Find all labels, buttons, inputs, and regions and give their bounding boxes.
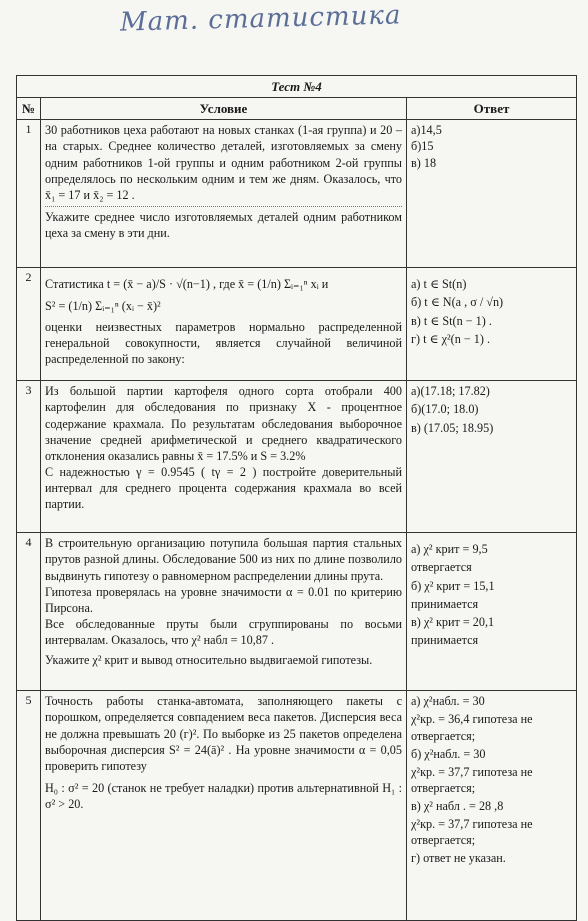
task-condition (41, 533, 407, 691)
header-condition: Условие (41, 98, 407, 120)
answer-option: а) t ∈ St(n) (411, 277, 467, 292)
answer-verdict: χ²кр. = 37,7 гипотеза не отвергается; (411, 816, 533, 848)
condition-question: С надежностью γ = 0.9545 ( tγ = 2 ) постройте доверительный интервал для среднего процента содержания крахмала во всей партии. (45, 464, 402, 511)
task-row-2 (17, 268, 577, 381)
header-answer: Ответ (407, 98, 577, 120)
formula-variance: S² = (1/n) Σᵢ₌₁ⁿ (xᵢ − x̄)² (45, 299, 161, 314)
condition-question: Укажите среднее число изготовляемых деталей одним работником цеха за смену в эти дни. (45, 206, 402, 241)
task-row-5 (17, 691, 577, 921)
answer-option: в) χ² крит = 20,1 (411, 614, 495, 629)
answer-option: б) χ² крит = 15,1 (411, 578, 495, 593)
answer-option: б)15 (411, 139, 434, 154)
handwritten-title: Мат. статистика (119, 0, 402, 38)
task-answers (407, 691, 577, 921)
condition-hypotheses: H₀ : σ² = 20 (станок не требует наладки) против альтернативной H₁ : σ² > 20. (45, 780, 402, 811)
task-answers (407, 268, 577, 381)
answer-verdict: χ²кр. = 37,7 гипотеза не отвергается; (411, 764, 533, 795)
condition-text: В строительную организацию потупила большая партия стальных прутов разной длины. Обследование 500 из них по длине позволило выдвинуть гипотезу о равномерном распределении длины прута. (45, 536, 402, 583)
answer-option: б) χ²набл. = 30 (411, 746, 486, 761)
condition-text: оценки неизвестных параметров нормально распределенной генеральной совокупности, является случайной величиной распределенной по закону: (45, 319, 402, 366)
task-condition (41, 268, 407, 381)
task-number: 1 (17, 120, 41, 268)
answer-verdict: отвергается (411, 560, 472, 575)
task-number: 4 (17, 533, 41, 691)
task-answers (407, 120, 577, 268)
answer-option: г) ответ не указан. (411, 851, 506, 866)
condition-hypothesis: Гипотеза проверялась на уровне значимости α = 0.01 по критерию Пирсона. (45, 584, 402, 615)
condition-text: Из большой партии картофеля одного сорта отобрали 400 картофелин для обследования по признаку X - процентное содержание крахмала. По результатам обследования выборочное значение средней арифметической и среднего квадратического отклонения оказались равны x̄ = 17.5% и S = 3.2% (45, 384, 402, 463)
test-title: Тест №4 (17, 76, 577, 98)
answer-option: б) t ∈ N(a , σ / √n) (411, 295, 504, 310)
task-answers (407, 381, 577, 533)
condition-grouping: Все обследованные пруты были сгруппированы по восьми интервалам. Оказалось, что χ² набл = 10,87 . (45, 616, 402, 647)
condition-text: 30 работников цеха работают на новых станках (1-ая группа) и 20 – на старых. Среднее количество деталей, изготовляемых за смену одним работников 1-ой группы и одним работником 2-ой группы определялось по нескольким одним и тем же дням. Оказалось, что x̄₁ = 17 и x̄₂ = 12 . (45, 123, 402, 202)
formula-statistic: Статистика t = (x̄ − a)/S · √(n−1) , где x̄ = (1/n) Σᵢ₌₁ⁿ xᵢ и (45, 277, 329, 292)
task-condition (41, 691, 407, 921)
answer-option: б)(17.0; 18.0) (411, 402, 479, 417)
test-table (16, 75, 577, 921)
answer-option: в) t ∈ St(n − 1) . (411, 313, 492, 328)
task-answers (407, 533, 577, 691)
task-row-3 (17, 381, 577, 533)
condition-question: Укажите χ² крит и вывод относительно выдвигаемой гипотезы. (45, 652, 373, 667)
task-number: 3 (17, 381, 41, 533)
task-number: 2 (17, 268, 41, 381)
answer-verdict: χ²кр. = 36,4 гипотеза не отвергается; (411, 712, 533, 743)
answer-option: в) χ² набл . = 28 ,8 (411, 798, 504, 813)
answer-option: г) t ∈ χ²(n − 1) . (411, 331, 491, 346)
answer-option: а) χ² крит = 9,5 (411, 542, 488, 557)
header-num: № (17, 98, 41, 120)
answer-verdict: принимается (411, 596, 479, 611)
task-condition (41, 120, 407, 268)
answer-option: в) (17.05; 18.95) (411, 420, 494, 435)
task-row-1 (17, 120, 577, 268)
task-row-4 (17, 533, 577, 691)
answer-option: в) 18 (411, 155, 437, 170)
task-number: 5 (17, 691, 41, 921)
answer-option: а) χ²набл. = 30 (411, 694, 485, 709)
answer-verdict: принимается (411, 632, 479, 647)
task-condition (41, 381, 407, 533)
answer-option: а)14,5 (411, 123, 442, 138)
answer-option: а)(17.18; 17.82) (411, 384, 490, 399)
condition-text: Точность работы станка-автомата, заполняющего пакеты с порошком, определяется совпадением веса пакетов. Дисперсия веса не должна превышать 20 (г)². По выборке из 25 пакетов определена выборочная дисперсия S² = 24(ā)² . На уровне значимости α = 0,05 проверить гипотезу (45, 694, 402, 773)
